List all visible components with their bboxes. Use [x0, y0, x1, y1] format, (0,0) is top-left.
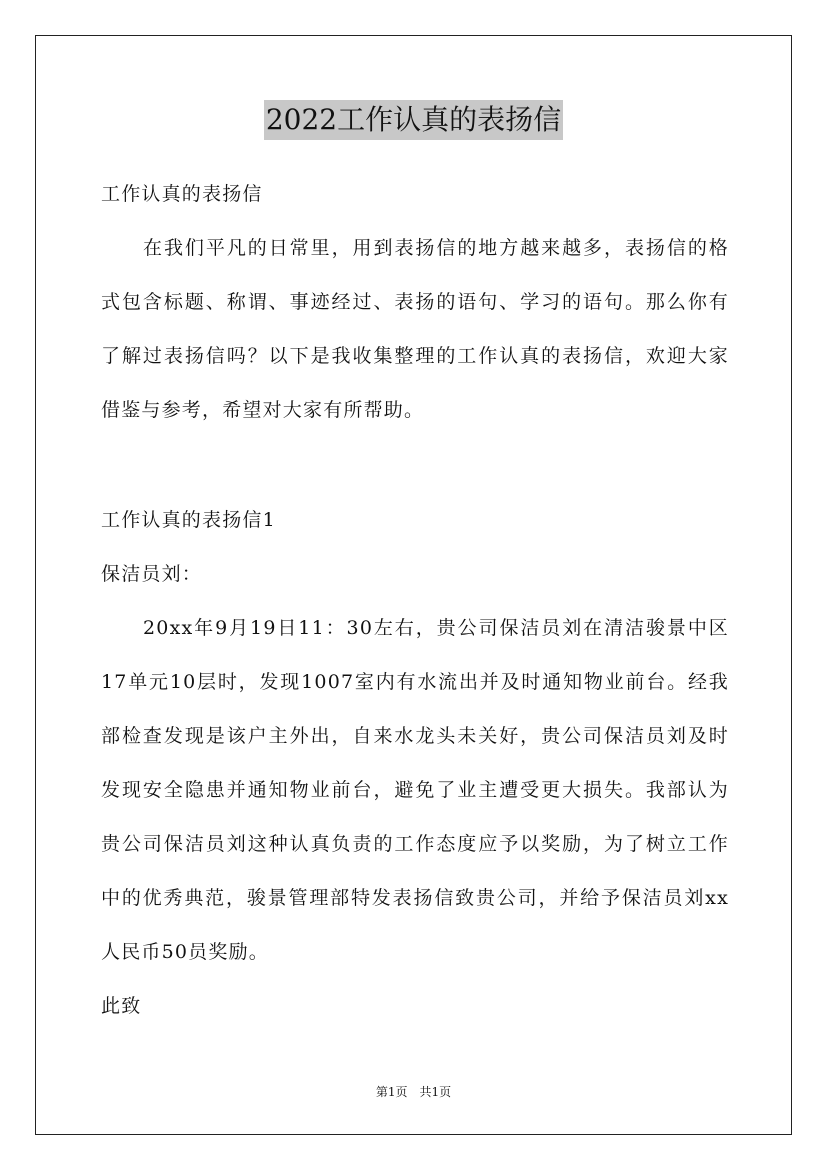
body-line-2: 17单元10层时，发现1007室内有水流出并及时通知物业前台。经我	[101, 671, 729, 693]
intro-line-4: 借鉴与参考，希望对大家有所帮助。	[101, 399, 425, 421]
body-line-4: 发现安全隐患并通知物业前台，避免了业主遭受更大损失。我部认为	[101, 779, 729, 801]
intro-line-1: 在我们平凡的日常里，用到表扬信的地方越来越多，表扬信的格	[143, 237, 729, 259]
body-line-3: 部检查发现是该户主外出，自来水龙头未关好，贵公司保洁员刘及时	[101, 725, 729, 747]
page-footer	[0, 1084, 827, 1100]
document-title: 2022工作认真的表扬信	[264, 100, 563, 140]
title-container	[0, 100, 827, 140]
intro-line-2: 式包含标题、称谓、事迹经过、表扬的语句、学习的语句。那么你有	[101, 291, 729, 313]
page-number-label: 第1页 共1页	[375, 1085, 452, 1099]
body-line-7: 人民币50员奖励。	[101, 941, 269, 963]
closing-line: 此致	[101, 995, 142, 1017]
body-line-5: 贵公司保洁员刘这种认真负责的工作态度应予以奖励，为了树立工作	[101, 833, 729, 855]
body-line-1: 20xx年9月19日11：30左右，贵公司保洁员刘在清洁骏景中区	[143, 617, 729, 639]
body-line-6: 中的优秀典范，骏景管理部特发表扬信致贵公司，并给予保洁员刘xx	[101, 887, 729, 909]
intro-line-3: 了解过表扬信吗？以下是我收集整理的工作认真的表扬信，欢迎大家	[101, 345, 729, 367]
section-heading: 工作认真的表扬信1	[101, 509, 276, 531]
salutation: 保洁员刘：	[101, 563, 203, 585]
document-subtitle: 工作认真的表扬信	[101, 183, 263, 205]
